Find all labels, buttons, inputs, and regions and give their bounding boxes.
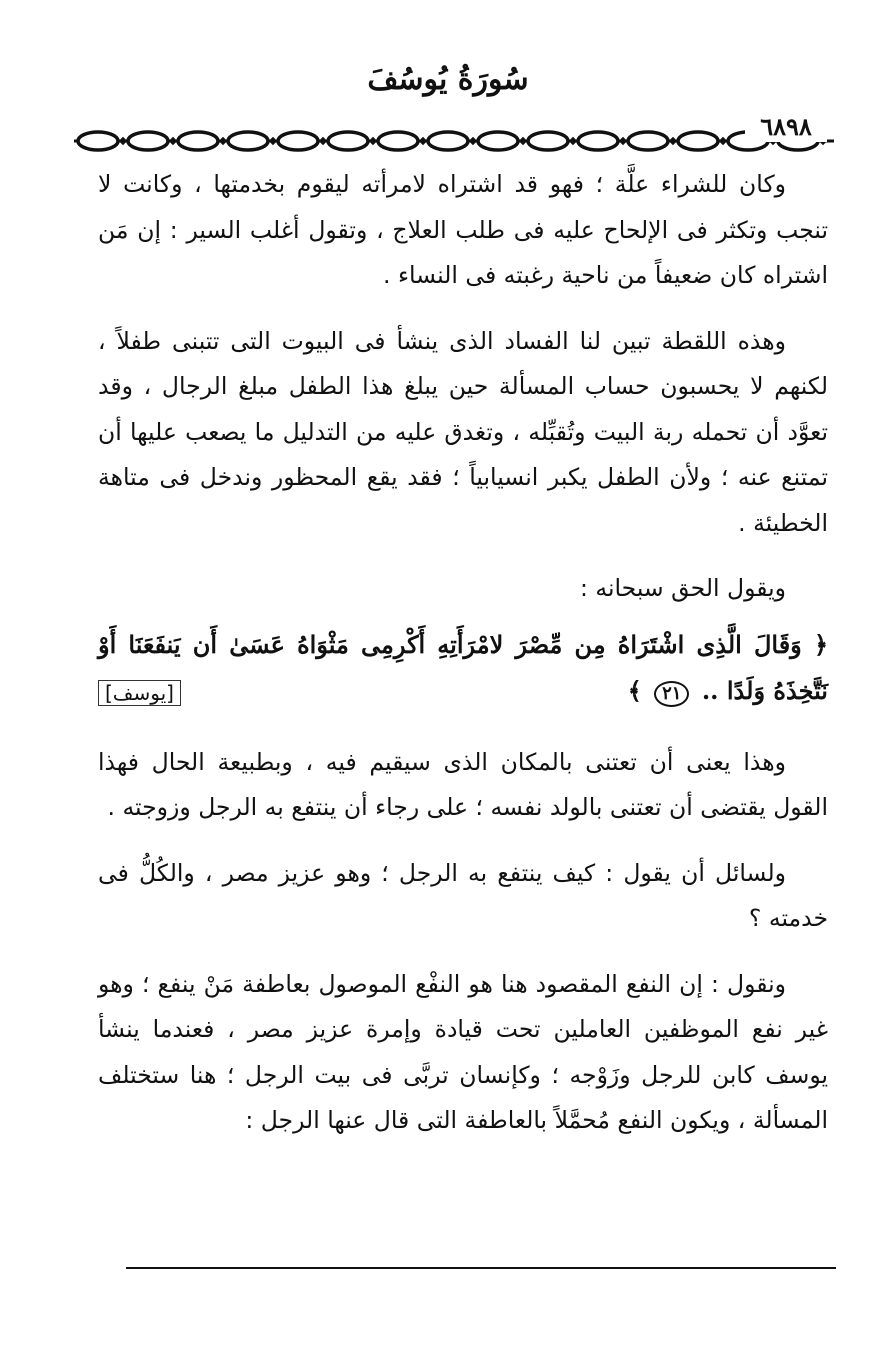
ornament-link xyxy=(228,132,268,150)
paragraph-3: ويقول الحق سبحانه : xyxy=(579,574,786,602)
verse-text: وَقَالَ الَّذِى اشْتَرَاهُ مِن مِّصْرَ لامْرَأَتِهِ أَكْرِمِى مَثْوَاهُ عَسَىٰ أَن يَنفَعَنَا أَوْ نَتَّخِذَهُ وَلَدًا .. xyxy=(98,629,828,705)
ornament-link xyxy=(78,132,118,150)
ornament-diamond xyxy=(119,137,127,145)
ornament-link xyxy=(178,132,218,150)
ornament-diamond xyxy=(419,137,427,145)
ayah-number: ٢١ xyxy=(654,681,689,707)
ornament-diamond xyxy=(169,137,177,145)
paragraph-6: ونقول : إن النفع المقصود هنا هو النفْع الموصول بعاطفة مَنْ ينفع ؛ وهو غير نفع الموظفين العاملين تحت قيادة وإمرة عزيز مصر ، فعندما ينشأ يوسف كابن للرجل وزَوْجه ؛ وكإنسان تربَّى فى بيت الرجل ؛ هنا ستختلف المسألة ، ويكون النفع مُحمَّلاً بالعاطفة التى قال عنها الرجل : xyxy=(98,969,828,1134)
ornament-diamond xyxy=(569,137,577,145)
ornament-link xyxy=(478,132,518,150)
footer-rule xyxy=(126,1267,836,1269)
surah-title: سُورَةُ يُوسُفَ xyxy=(367,62,529,97)
ornament-diamond xyxy=(469,137,477,145)
ornament-link xyxy=(578,132,618,150)
paragraph-1: وكان للشراء علَّة ؛ فهو قد اشتراه لامرأته ليقوم بخدمتها ، وكانت لا تنجب وتكثر فى الإلحاح عليه فى طلب العلاج ، وتقول أغلب السير : إن مَن اشتراه كان ضعيفاً من ناحية رغبته فى النساء . xyxy=(98,170,828,289)
verse-open-bracket: ﴿ xyxy=(813,629,828,659)
page-number: ٦٨٩٨ xyxy=(745,112,827,142)
ornament-diamond xyxy=(719,137,727,145)
ornament-link xyxy=(628,132,668,150)
paragraph-4: وهذا يعنى أن تعتنى بالمكان الذى سيقيم فيه ، وبطبيعة الحال فهذا القول يقتضى أن تعتنى بالولد نفسه ؛ على رجاء أن ينتفع به الرجل وزوجته . xyxy=(98,747,828,821)
ornamental-border xyxy=(74,126,834,156)
verse-reference: [يوسف] xyxy=(98,680,181,706)
verse-close-bracket: ﴾ xyxy=(627,675,642,705)
ornament-diamond xyxy=(219,137,227,145)
page-body xyxy=(98,162,828,1164)
ornament-diamond xyxy=(669,137,677,145)
ornament-diamond xyxy=(319,137,327,145)
ornament-link xyxy=(528,132,568,150)
ornament-link xyxy=(678,132,718,150)
ornament-link xyxy=(378,132,418,150)
ornament-link xyxy=(428,132,468,150)
ornament-diamond xyxy=(269,137,277,145)
ornament-diamond xyxy=(519,137,527,145)
ornament-diamond xyxy=(619,137,627,145)
ornament-diamond xyxy=(369,137,377,145)
ornament-link xyxy=(128,132,168,150)
ornament-link xyxy=(278,132,318,150)
paragraph-5: ولسائل أن يقول : كيف ينتفع به الرجل ؛ وهو عزيز مصر ، والكُلُّ فى خدمته ؟ xyxy=(98,858,828,932)
ornament-link xyxy=(328,132,368,150)
paragraph-2: وهذه اللقطة تبين لنا الفساد الذى ينشأ فى البيوت التى تتبنى طفلاً ، لكنهم لا يحسبون حساب المسألة حين يبلغ هذا الطفل مبلغ الرجال ، وقد تعوَّد أن تحمله ربة البيت وتُقبِّله ، وتغدق عليه من التدليل ما يصعب عليها أن تمتنع عنه ؛ ولأن الطفل يكبر انسيابياً ؛ فقد يقع المحظور وندخل فى متاهة الخطيئة . xyxy=(98,326,828,537)
